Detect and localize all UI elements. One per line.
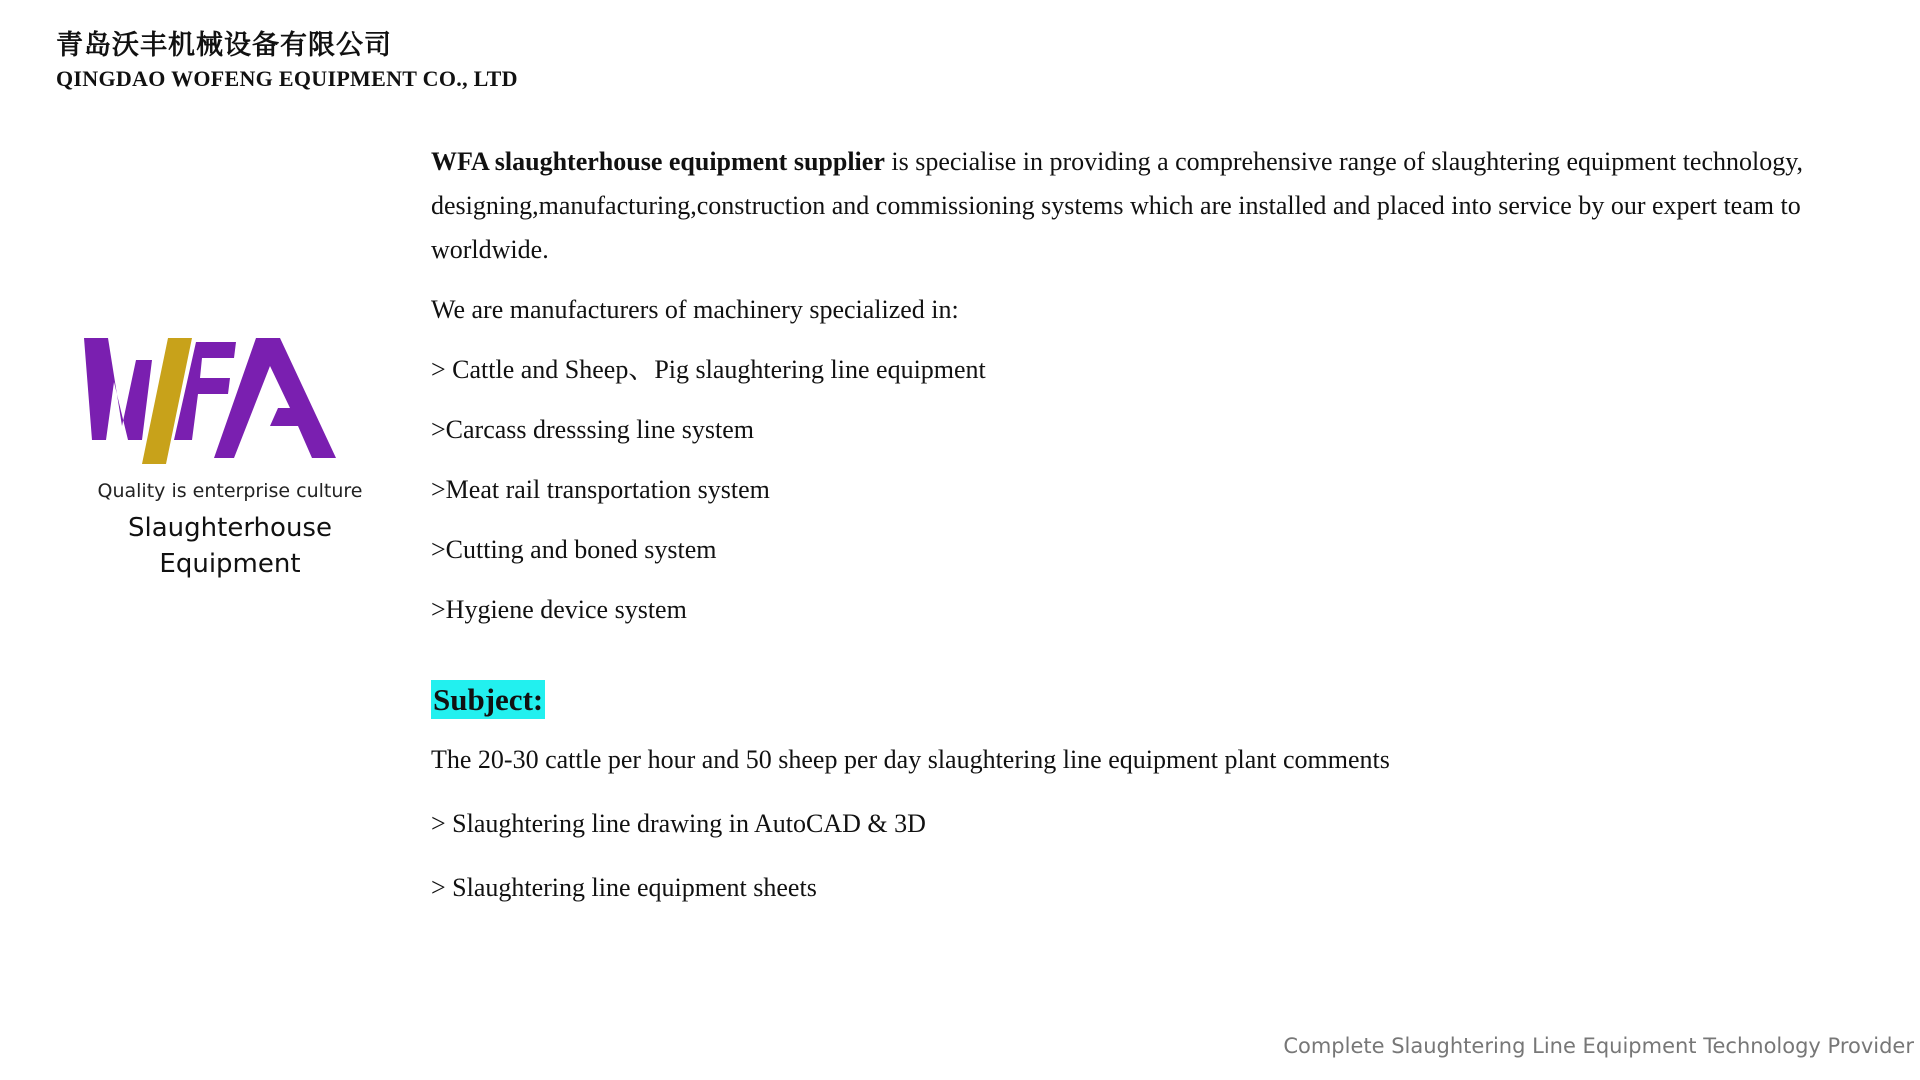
wfa-logo-mark [84, 330, 354, 470]
company-name-english: QINGDAO WOFENG EQUIPMENT CO., LTD [56, 66, 518, 91]
footer-tagline: Complete Slaughtering Line Equipment Technology Provider [1283, 1034, 1914, 1058]
intro-paragraph [431, 140, 1851, 272]
specialty-item: >Carcass dresssing line system [431, 415, 755, 444]
subject-item: > Slaughtering line drawing in AutoCAD & 3D [431, 809, 926, 838]
specialty-item: >Hygiene device system [431, 595, 687, 624]
company-name-chinese: 青岛沃丰机械设备有限公司 [56, 30, 392, 61]
logo-subtitle: Slaughterhouse Equipment [128, 513, 332, 579]
subject-label: Subject: [433, 682, 544, 717]
specialties-heading: We are manufacturers of machinery specialized in: [431, 295, 959, 324]
specialty-item: >Meat rail transportation system [431, 475, 770, 504]
intro-bold-lead: WFA slaughterhouse equipment supplier [431, 147, 885, 176]
specialty-item: >Cutting and boned system [431, 535, 717, 564]
subject-item: > Slaughtering line equipment sheets [431, 873, 817, 902]
wfa-logo [60, 330, 400, 582]
subject-heading [431, 678, 1851, 724]
company-header [56, 28, 518, 94]
specialty-item: > Cattle and Sheep、Pig slaughtering line equipment [431, 355, 986, 384]
main-content [431, 140, 1851, 930]
subject-description: The 20-30 cattle per hour and 50 sheep per day slaughtering line equipment plant comments [431, 745, 1390, 774]
intro-rest: is specialise in providing a comprehensive range of slaughtering equipment technology, designing,manufacturing,construction and commissioning systems which are installed and placed into service by our expert team to worldwide. [431, 147, 1804, 264]
logo-tagline: Quality is enterprise culture [97, 480, 363, 502]
